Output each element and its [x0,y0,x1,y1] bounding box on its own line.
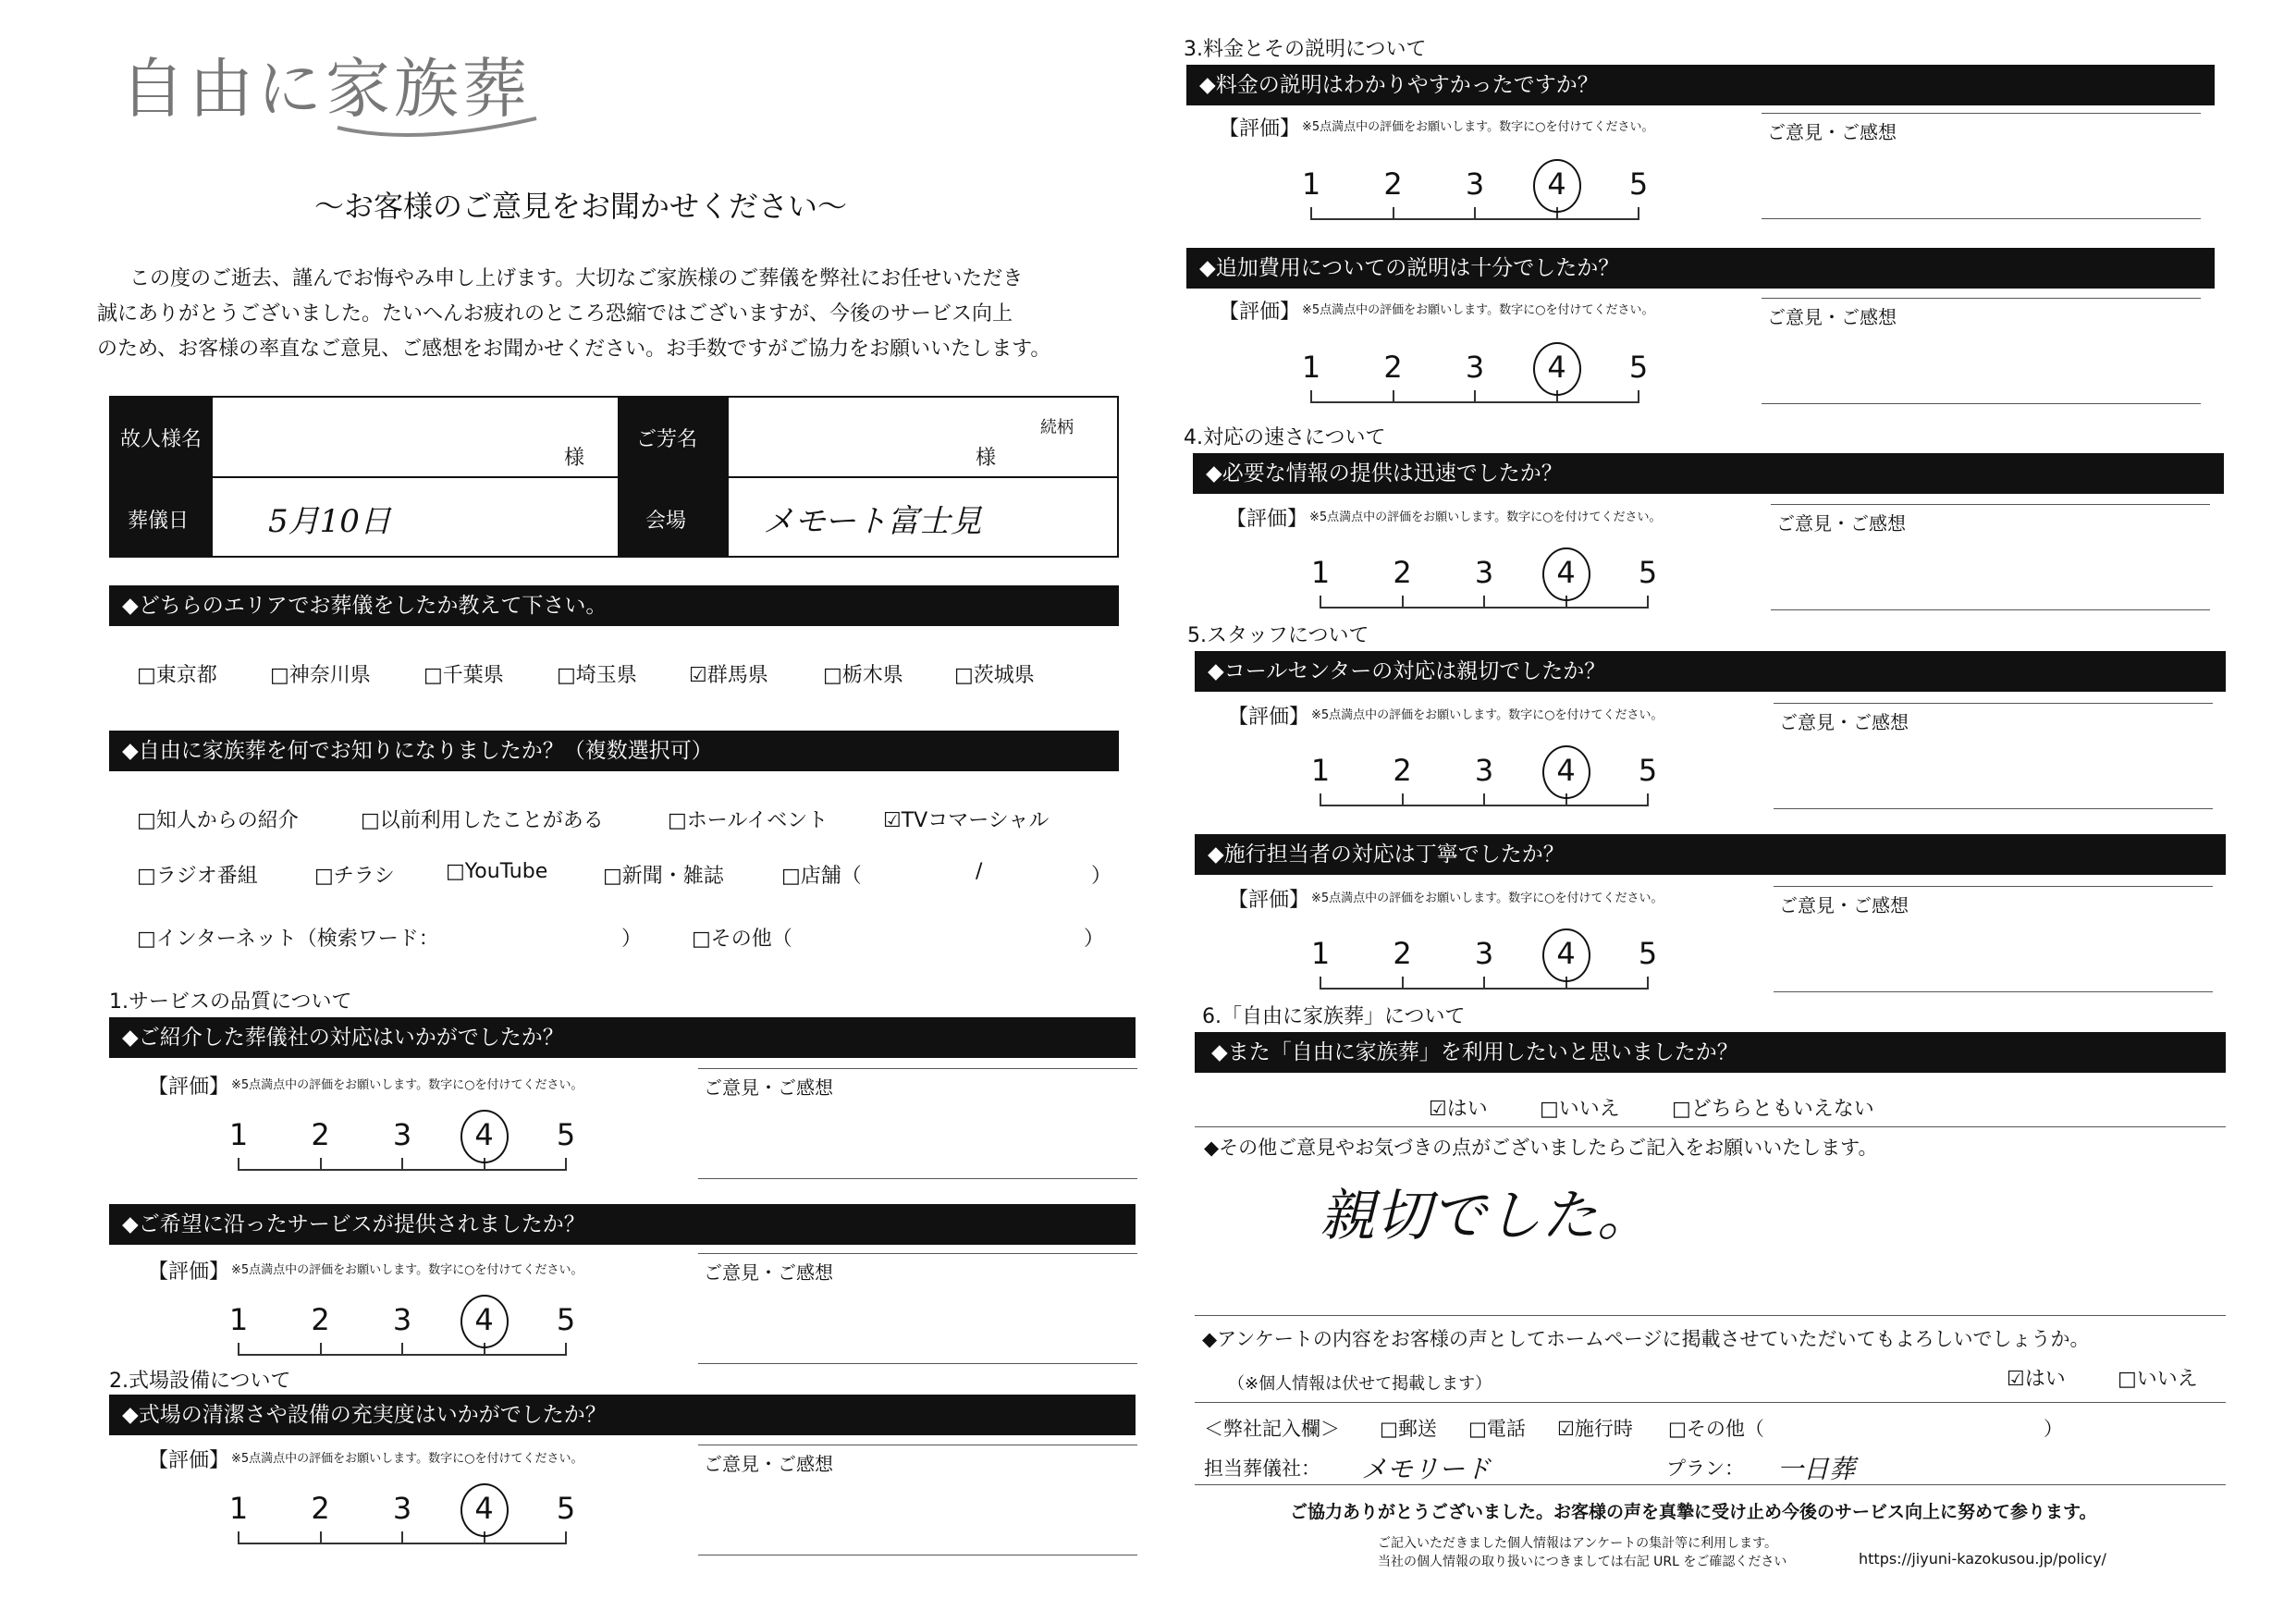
selected-rating-circle [1542,928,1590,982]
question-6: ◆必要な情報の提供は迅速でしたか？ [1193,453,2224,494]
q6-eval-label: 【評価】 [1226,508,1308,531]
scale-number-5[interactable]: 5 [556,1491,576,1526]
q6-scale[interactable] [1310,555,1658,620]
source-flyer[interactable]: □チラシ [314,865,395,888]
source-tv-cm[interactable]: ☑TVコマーシャル [883,809,1050,832]
area-question: ◆どちらのエリアでお葬儀をしたか教えて下さい。 [109,585,1119,626]
section-2-title: 2.式場設備について [109,1370,291,1393]
scale-tick [238,1343,239,1356]
q5-scale[interactable] [1301,350,1649,414]
scale-number-4[interactable]: 4 [1547,166,1566,202]
q2-eval-label: 【評価】 [148,1260,230,1284]
q8-eval-note: ※5点満点中の評価をお願いします。数字に○を付けてください。 [1311,891,1664,905]
scale-number-1[interactable]: 1 [1301,350,1321,385]
publish-question: ◆アンケートの内容をお客様の声としてホームページに掲載させていただいてもよろしいでしょうか。 [1202,1328,2090,1350]
q4-eval-label: 【評価】 [1219,117,1301,141]
q1-scale[interactable] [228,1117,576,1182]
scale-number-5[interactable]: 5 [1638,936,1658,971]
q8-comment-label: ご意見・ご感想 [1779,894,1909,916]
scale-number-4[interactable]: 4 [474,1117,494,1152]
venue-label: 会場 [645,510,687,533]
q5-eval-note: ※5点満点中の評価をお願いします。数字に○を付けてください。 [1302,303,1654,317]
scale-number-3[interactable]: 3 [392,1302,412,1337]
logo-swoosh [333,109,546,146]
scale-number-5[interactable]: 5 [1638,555,1658,590]
date-value: 5月10日 [268,503,391,540]
source-store[interactable]: □店舗（ [781,865,862,888]
q6-comment-label: ご意見・ご感想 [1776,512,1906,535]
funeral-company-value: メモリード [1361,1454,1492,1484]
scale-number-1[interactable]: 1 [228,1117,249,1152]
area-saitama[interactable]: □埼玉県 [557,664,637,687]
scale-tick [1483,977,1485,990]
scale-tick [1483,793,1485,806]
q3-comment-label: ご意見・ご感想 [704,1453,833,1475]
area-chiba[interactable]: □千葉県 [424,664,504,687]
publish-note: （※個人情報は伏せて掲載します） [1228,1374,1492,1394]
selected-rating-circle [1533,159,1581,213]
scale-number-1[interactable]: 1 [1310,936,1331,971]
scale-number-1[interactable]: 1 [228,1491,249,1526]
scale-tick [401,1343,403,1356]
area-gunma[interactable]: ☑群馬県 [689,664,768,687]
source-other-close: ） [1084,928,1105,951]
scale-number-2[interactable]: 2 [1383,166,1403,202]
source-youtube[interactable]: □YouTube [446,860,548,883]
scale-number-4[interactable]: 4 [1547,350,1566,385]
scale-tick [565,1531,567,1544]
office-onsite[interactable]: ☑施行時 [1557,1418,1633,1440]
question-3: ◆式場の清潔さや設備の充実度はいかがでしたか？ [109,1395,1136,1435]
other-answer: 親切でした。 [1320,1184,1652,1248]
q3-eval-label: 【評価】 [148,1449,230,1472]
funeral-company-label: 担当葬儀社： [1204,1457,1320,1480]
scale-tick [1638,390,1639,403]
selected-rating-circle [460,1295,509,1348]
q3-scale[interactable] [228,1491,576,1555]
other-question: ◆その他ご意見やお気づきの点がございましたらご記入をお願いいたします。 [1204,1137,1878,1159]
q5-comment-box[interactable] [1762,298,2201,404]
office-box [1195,1402,2226,1485]
q4-eval-note: ※5点満点中の評価をお願いします。数字に○を付けてください。 [1302,120,1654,134]
source-store-slash: / [976,860,983,883]
scale-tick [1402,793,1404,806]
scale-tick [1647,596,1649,609]
question-1: ◆ご紹介した葬儀社の対応はいかがでしたか？ [109,1017,1136,1058]
section-6-title: 6.「自由に家族葬」について [1202,1005,1466,1028]
publish-no[interactable]: □いいえ [2118,1368,2198,1391]
scale-tick [1310,207,1312,220]
q5-eval-label: 【評価】 [1219,301,1301,324]
q8-comment-box[interactable] [1774,886,2213,992]
scale-tick [1638,207,1639,220]
question-2: ◆ご希望に沿ったサービスが提供されましたか？ [109,1204,1136,1245]
scale-number-1[interactable]: 1 [228,1302,249,1337]
scale-number-3[interactable]: 3 [1465,166,1485,202]
q6-eval-note: ※5点満点中の評価をお願いします。数字に○を付けてください。 [1309,510,1662,524]
section-3-title: 3.料金とその説明について [1184,38,1427,61]
scale-tick [238,1531,239,1544]
reuse-yes[interactable]: ☑はい [1429,1098,1488,1121]
q8-eval-label: 【評価】 [1228,889,1310,912]
scale-number-2[interactable]: 2 [311,1117,330,1152]
question-8: ◆施行担当者の対応は丁寧でしたか？ [1195,834,2226,875]
scale-number-3[interactable]: 3 [392,1117,412,1152]
scale-number-2[interactable]: 2 [1383,350,1403,385]
reuse-no[interactable]: □いいえ [1540,1098,1620,1121]
area-tokyo[interactable]: □東京都 [137,664,217,687]
deceased-suffix: 様 [564,447,585,470]
source-store-close: ） [1091,865,1112,888]
intro-line-3: のため、お客様の率直なご意見、ご感想をお聞かせください。お手数ですがご協力をお願いいたします。 [97,338,1051,361]
plan-value: 一日葬 [1777,1454,1856,1484]
q7-comment-label: ご意見・ご感想 [1779,711,1909,733]
q7-eval-note: ※5点満点中の評価をお願いします。数字に○を付けてください。 [1311,708,1664,722]
q1-comment-label: ご意見・ご感想 [704,1076,833,1099]
source-hall-event[interactable]: □ホールイベント [668,809,829,832]
logo: 自由に家族葬 [120,51,531,127]
intro-line-1: この度のご逝去、謹んでお悔やみ申し上げます。大切なご家族様のご葬儀を弊社にお任せいただき [129,267,1024,290]
area-ibaraki[interactable]: □茨城県 [954,664,1035,687]
section-4-title: 4.対応の速さについて [1184,426,1386,449]
q5-comment-label: ご意見・ご感想 [1767,306,1897,328]
scale-tick [1393,390,1394,403]
scale-tick [320,1343,322,1356]
info-table [109,396,1119,558]
scale-number-3[interactable]: 3 [392,1491,412,1526]
area-tochigi[interactable]: □栃木県 [823,664,903,687]
source-radio[interactable]: □ラジオ番組 [137,865,258,888]
scale-tick [1320,596,1321,609]
selected-rating-circle [460,1483,509,1537]
footer-thanks: ご協力ありがとうございました。お客様の声を真摯に受け止め今後のサービス向上に努めて参ります。 [1290,1502,2097,1522]
q4-comment-label: ご意見・ご感想 [1767,121,1897,143]
section-5-title: 5.スタッフについて [1187,624,1369,647]
scale-number-2[interactable]: 2 [311,1491,330,1526]
source-internet-close: ） [621,928,643,951]
question-7: ◆コールセンターの対応は親切でしたか？ [1195,651,2226,692]
source-other[interactable]: □その他（ [692,928,792,951]
q1-eval-note: ※5点満点中の評価をお願いします。数字に○を付けてください。 [231,1078,583,1092]
scale-tick [1310,390,1312,403]
q4-scale[interactable] [1301,166,1649,231]
scale-number-3[interactable]: 3 [1474,753,1494,788]
scale-number-4[interactable]: 4 [1556,555,1576,590]
q4-comment-box[interactable] [1762,113,2201,219]
scale-number-5[interactable]: 5 [556,1117,576,1152]
plan-label: プラン： [1666,1457,1744,1480]
page-subtitle: 〜お客様のご意見をお聞かせください〜 [314,189,848,224]
q3-comment-box[interactable] [698,1445,1137,1555]
scale-tick [1320,793,1321,806]
deceased-label: 故人様名 [120,428,203,451]
scale-number-5[interactable]: 5 [1628,166,1649,202]
question-4: ◆料金の説明はわかりやすかったですか？ [1186,65,2215,105]
q7-scale[interactable] [1310,753,1658,818]
question-5: ◆追加費用についての説明は十分でしたか？ [1186,248,2215,289]
scale-tick [1483,596,1485,609]
q2-comment-label: ご意見・ご感想 [704,1261,833,1284]
office-other[interactable]: □その他（ [1668,1418,1764,1440]
scale-number-5[interactable]: 5 [556,1302,576,1337]
date-label: 葬儀日 [128,510,190,533]
q1-comment-box[interactable] [698,1068,1137,1179]
relation-label: 続柄 [1040,418,1074,437]
q8-scale[interactable] [1310,936,1658,1001]
name-label: ご芳名 [636,428,698,451]
scale-number-1[interactable]: 1 [1301,166,1321,202]
name-suffix: 様 [976,447,997,470]
scale-tick [401,1531,403,1544]
footer-url[interactable]: https://jiyuni-kazokusou.jp/policy/ [1859,1550,2106,1568]
scale-number-4[interactable]: 4 [474,1302,494,1337]
scale-tick [238,1158,239,1171]
scale-number-3[interactable]: 3 [1465,350,1485,385]
office-other-close: ） [2044,1418,2063,1440]
q7-comment-box[interactable] [1774,703,2213,809]
scale-number-2[interactable]: 2 [1393,753,1412,788]
scale-number-2[interactable]: 2 [1393,555,1412,590]
selected-rating-circle [1533,342,1581,396]
q2-eval-note: ※5点満点中の評価をお願いします。数字に○を付けてください。 [231,1263,583,1277]
scale-tick [1474,390,1476,403]
scale-tick [1647,793,1649,806]
scale-tick [320,1531,322,1544]
scale-tick [565,1343,567,1356]
scale-number-1[interactable]: 1 [1310,753,1331,788]
scale-number-5[interactable]: 5 [1628,350,1649,385]
scale-tick [1474,207,1476,220]
question-9: ◆また「自由に家族葬」を利用したいと思いましたか？ [1195,1032,2226,1073]
other-box[interactable] [1195,1126,2226,1316]
q2-scale[interactable] [228,1302,576,1367]
scale-tick [1647,977,1649,990]
scale-tick [320,1158,322,1171]
section-1-title: 1.サービスの品質について [109,990,352,1014]
q2-comment-box[interactable] [698,1253,1137,1364]
scale-number-1[interactable]: 1 [1310,555,1331,590]
scale-tick [1393,207,1394,220]
venue-value: メモート富士見 [763,503,982,540]
q1-eval-label: 【評価】 [148,1076,230,1099]
selected-rating-circle [1542,745,1590,799]
scale-tick [1320,977,1321,990]
area-kanagawa[interactable]: □神奈川県 [270,664,371,687]
scale-tick [565,1158,567,1171]
source-prior-use[interactable]: □以前利用したことがある [361,809,604,832]
intro-line-2: 誠にありがとうございました。たいへんお疲れのところ恐縮ではございますが、今後のサービス向上 [97,302,1013,326]
footer-privacy-2: 当社の個人情報の取り扱いにつきましては右記 URL をご確認ください [1378,1555,1787,1569]
source-question: ◆自由に家族葬を何でお知りになりましたか？（複数選択可） [109,731,1119,771]
scale-number-3[interactable]: 3 [1474,555,1494,590]
office-label: ＜弊社記入欄＞ [1204,1418,1340,1440]
q7-eval-label: 【評価】 [1228,706,1310,729]
scale-number-4[interactable]: 4 [1556,753,1576,788]
q3-eval-note: ※5点満点中の評価をお願いします。数字に○を付けてください。 [231,1452,583,1466]
publish-yes[interactable]: ☑はい [2007,1368,2066,1391]
scale-number-4[interactable]: 4 [474,1491,494,1526]
scale-tick [1402,596,1404,609]
scale-tick [401,1158,403,1171]
scale-number-4[interactable]: 4 [1556,936,1576,971]
q6-comment-box[interactable] [1771,504,2210,610]
scale-number-5[interactable]: 5 [1638,753,1658,788]
scale-number-2[interactable]: 2 [1393,936,1412,971]
office-mail[interactable]: □郵送 [1380,1418,1437,1440]
scale-tick [1402,977,1404,990]
footer-privacy-1: ご記入いただきました個人情報はアンケートの集計等に利用します。 [1378,1536,1778,1551]
selected-rating-circle [460,1110,509,1163]
selected-rating-circle [1542,547,1590,601]
scale-number-2[interactable]: 2 [311,1302,330,1337]
reuse-neither[interactable]: □どちらともいえない [1672,1098,1874,1121]
office-phone[interactable]: □電話 [1468,1418,1526,1440]
source-newspaper[interactable]: □新聞・雑誌 [603,865,724,888]
source-internet[interactable]: □インターネット（検索ワード： [137,928,439,951]
scale-number-3[interactable]: 3 [1474,936,1494,971]
source-referral[interactable]: □知人からの紹介 [137,809,299,832]
